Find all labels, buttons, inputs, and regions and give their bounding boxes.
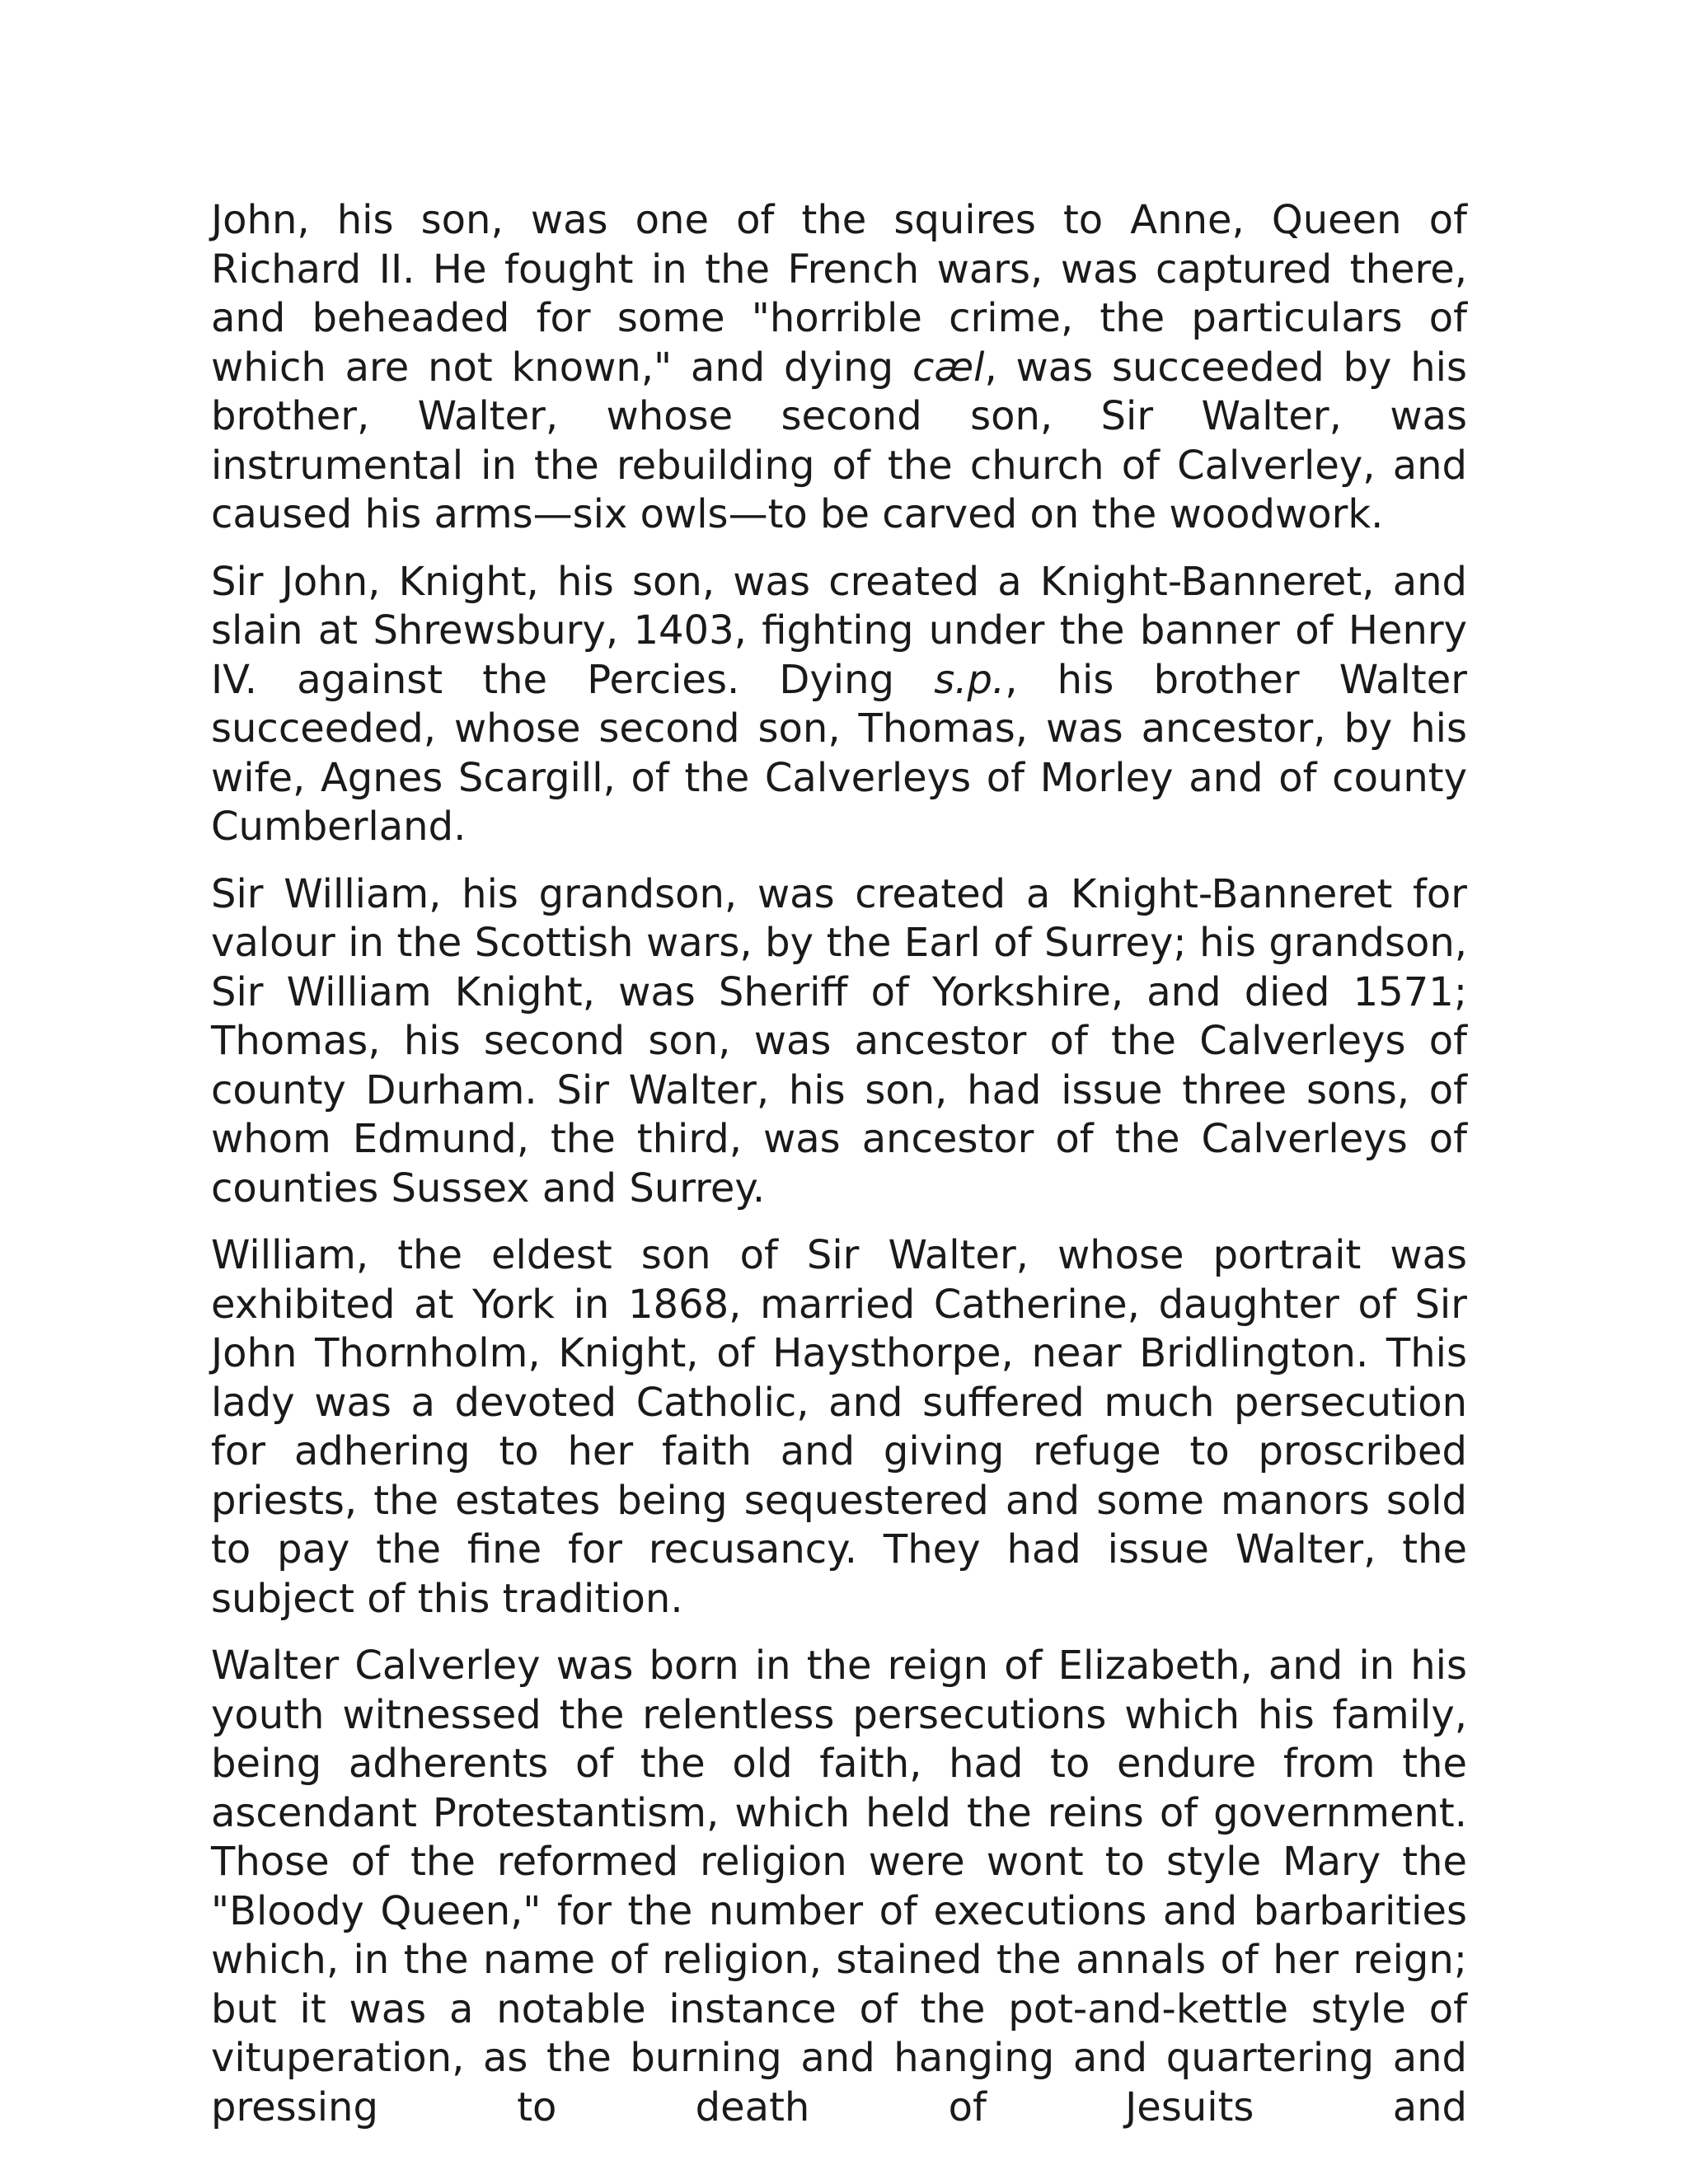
page-body xyxy=(211,196,1467,2132)
paragraph-william: William, the eldest son of Sir Walter, whose portrait was exhibited at York in 1868, married Catherine, daughter of Sir John Thornholm, Knight, of Haysthorpe, near Bridlington. This lady was a devoted Catholic, and suffered much persecution for adhering to her faith and giving refuge to proscribed priests, the estates being sequestered and some manors sold to pay the fine for recusancy. They had issue Walter, the subject of this tradition. xyxy=(211,1232,1467,1622)
paragraph-john-text-a: John, his son, was one of the squires to Anne, Queen of Richard II. He fought in the French wars, was captured there, and beheaded for some "horrible crime, the particulars of which are not known," and dying xyxy=(211,197,1467,391)
paragraph-sir-john-italic: s.p. xyxy=(934,656,1006,703)
paragraph-john-italic: cæl xyxy=(912,344,985,391)
paragraph-sir-john-text-b: , his brother Walter succeeded, whose second son, Thomas, was ancestor, by his wife, Agnes Scargill, of the Calverleys of Morley and of county Cumberland. xyxy=(211,656,1467,850)
paragraph-walter-calverley: Walter Calverley was born in the reign of Elizabeth, and in his youth witnessed the relentless persecutions which his family, being adherents of the old faith, had to endure from the ascendant Protestantism, which held the reins of government. Those of the reformed religion were wont to style Mary the "Bloody Queen," for the number of executions and barbarities which, in the name of religion, stained the annals of her reign; but it was a notable instance of the pot-and-kettle style of vituperation, as the burning and hanging and quartering and pressing to death of Jesuits and xyxy=(211,1643,1467,2130)
paragraph-sir-william: Sir William, his grandson, was created a Knight-Banneret for valour in the Scottish wars, by the Earl of Surrey; his grandson, Sir William Knight, was Sheriff of Yorkshire, and died 1571; Thomas, his second son, was ancestor of the Calverleys of county Durham. Sir Walter, his son, had issue three sons, of whom Edmund, the third, was ancestor of the Calverleys of counties Sussex and Surrey. xyxy=(211,870,1467,1212)
paragraph-sir-john-text-a: Sir John, Knight, his son, was created a Knight-Banneret, and slain at Shrewsbury, 1403, fighting under the banner of Henry IV. against the Percies. Dying xyxy=(211,558,1467,703)
paragraph-john-text-b: , was succeeded by his brother, Walter, whose second son, Sir Walter, was instrumental in the rebuilding of the church of Calverley, and caused his arms—six owls—to be carved on the woodwork. xyxy=(211,344,1467,537)
paragraph-john xyxy=(211,196,1467,540)
paragraph-sir-john xyxy=(211,558,1467,852)
